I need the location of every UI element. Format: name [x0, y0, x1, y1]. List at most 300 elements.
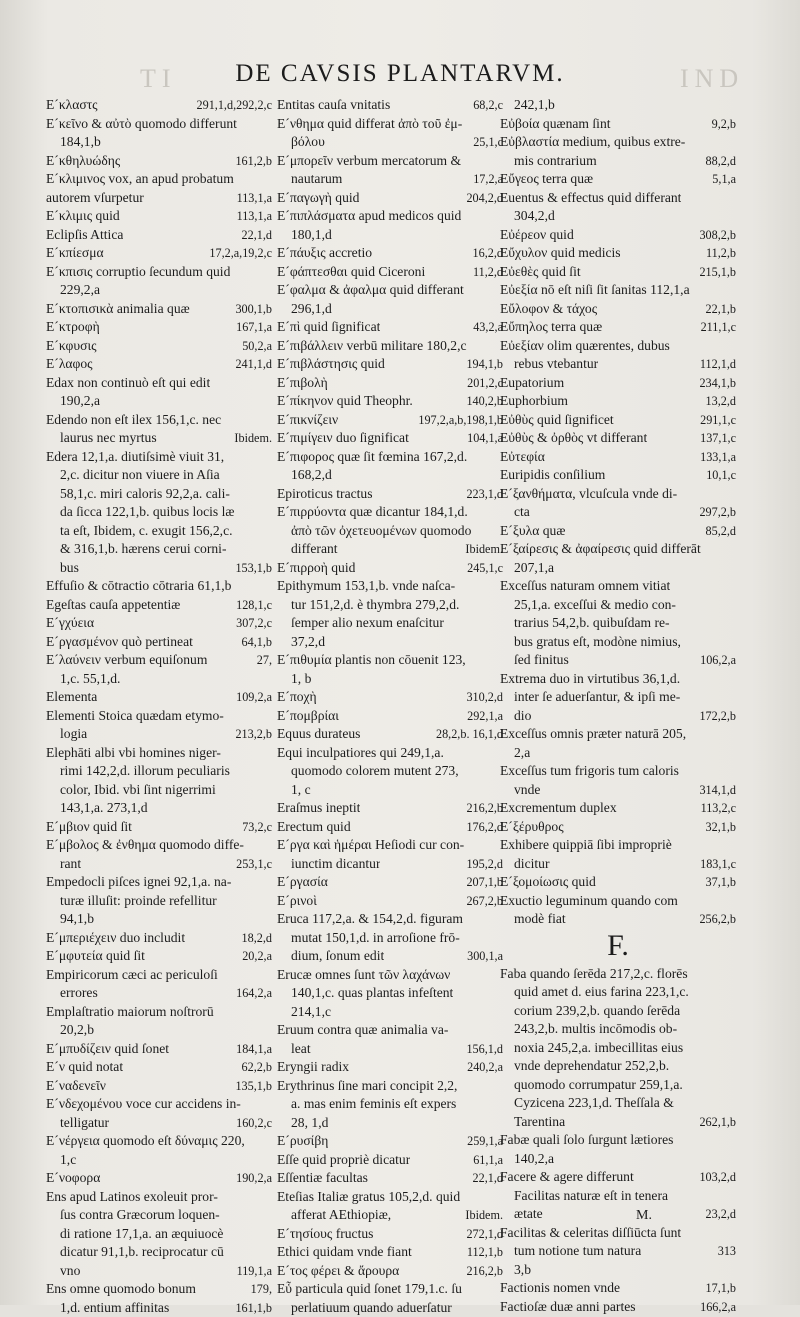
index-entry-line: [46, 836, 272, 855]
index-entry-line: [277, 929, 503, 948]
entry-text: Eὐβλαστία medium, quibus extre-: [500, 133, 685, 152]
entry-text: di ratione 17,1,a. an æquiuocè: [60, 1225, 223, 1244]
entry-text: vnde: [514, 781, 540, 800]
entry-reference: 211,1,c: [697, 318, 736, 337]
index-entry-line: [277, 688, 503, 707]
index-entry-line: [46, 688, 272, 707]
entry-reference: 215,1,b: [695, 263, 736, 282]
index-entry-line: [46, 1077, 272, 1096]
index-entry-line: [500, 651, 736, 670]
index-entry-line: [46, 725, 272, 744]
entry-text: Elephāti albi vbi homines niger-: [46, 744, 221, 763]
index-entry-line: [500, 318, 736, 337]
entry-text: rimi 142,2,d. illorum peculiaris: [60, 762, 230, 781]
entry-text: Eὐεξία nō eſt niſi ſit ſanitas 112,1,a: [500, 281, 690, 300]
entry-reference: 25,1,c: [469, 133, 503, 152]
index-entry-line: [500, 1279, 736, 1298]
index-entry-line: [500, 189, 736, 208]
index-entry-line: [277, 1058, 503, 1077]
entry-text: 37,2,d: [291, 633, 325, 652]
letter-section-heading: F.: [500, 929, 736, 965]
index-entry-line: [46, 485, 272, 504]
entry-text: errores: [60, 984, 98, 1003]
entry-reference: 272,1,d: [462, 1225, 503, 1244]
index-entry-line: [500, 374, 736, 393]
index-entry-line: [277, 966, 503, 985]
entry-text: Eὐτεφία: [500, 448, 545, 467]
entry-text: E´ργα καὶ ἡμέραι Heſiodi cur con-: [277, 836, 464, 855]
index-entry-line: [277, 411, 503, 430]
entry-text: 1,c. 55,1,d.: [60, 670, 120, 689]
entry-reference: 17,2,a,19,2,c: [205, 244, 272, 263]
entry-reference: Ibidem.: [461, 1206, 503, 1225]
entry-text: Edax non continuò eſt qui edit: [46, 374, 210, 393]
entry-text: ſed finitus: [514, 651, 569, 670]
entry-text: E´κλιμις quid: [46, 207, 120, 226]
index-entry-line: [46, 1262, 272, 1281]
index-entry-line: [277, 540, 503, 559]
entry-reference: 300,1,b: [231, 300, 272, 319]
index-entry-line: [46, 1151, 272, 1170]
entry-text: 168,2,d: [291, 466, 332, 485]
entry-text: autorem vſurpetur: [46, 189, 144, 208]
entry-text: 3,b: [514, 1261, 531, 1280]
index-entry-line: [277, 744, 503, 763]
entry-reference: 112,1,b: [463, 1243, 503, 1262]
index-entry-line: [500, 1057, 736, 1076]
index-entry-line: [277, 392, 503, 411]
index-entry-line: [46, 1058, 272, 1077]
entry-reference: 137,1,c: [696, 429, 736, 448]
entry-text: ſus contra Græcorum loquen-: [60, 1206, 220, 1225]
entry-text: Erythrinus ſine mari concipit 2,2,: [277, 1077, 457, 1096]
entry-text: E´νέργεια quomodo eſt δύναμις 220,: [46, 1132, 245, 1151]
entry-text: 2,c. dicitur non viuere in Aſia: [60, 466, 220, 485]
entry-text: afferat AEthiopiæ,: [291, 1206, 391, 1225]
index-entry-line: [46, 670, 272, 689]
index-entry-line: [46, 300, 272, 319]
entry-reference: 22,1,d: [238, 226, 272, 245]
entry-text: corium 239,2,b. quando ſerēda: [514, 1002, 680, 1021]
index-entry-line: [46, 1225, 272, 1244]
index-entry-line: [277, 707, 503, 726]
entry-text: 1,c: [60, 1151, 76, 1170]
index-entry-line: [500, 429, 736, 448]
entry-reference: 119,1,a: [233, 1262, 272, 1281]
entry-reference: 201,2,c: [463, 374, 503, 393]
signature-mark: M.: [636, 1208, 652, 1224]
entry-text: 1, c: [291, 781, 311, 800]
entry-reference: 240,2,a: [463, 1058, 503, 1077]
index-entry-line: [500, 540, 736, 559]
entry-reference: 160,2,c: [232, 1114, 272, 1133]
index-entry-line: [46, 448, 272, 467]
entry-reference: 291,1,c: [696, 411, 736, 430]
entry-text: E´πιβολὴ: [277, 374, 328, 393]
entry-text: E´φαλμα & ἀφαλμα quid differant: [277, 281, 464, 300]
entry-text: E´πιβάλλειν verbū militare 180,2,c: [277, 337, 467, 356]
index-entry-line: [500, 725, 736, 744]
index-entry-line: [46, 1280, 272, 1299]
entry-text: differant: [291, 540, 338, 559]
running-head: DE CAVSIS PLANTARVM.: [0, 60, 800, 88]
index-entry-line: [277, 1021, 503, 1040]
index-entry-line: [277, 596, 503, 615]
index-entry-line: [46, 115, 272, 134]
index-entry-line: [277, 651, 503, 670]
index-entry-line: [500, 873, 736, 892]
entry-text: E´κπισις corruptio ſecundum quid: [46, 263, 230, 282]
entry-text: 2,a: [514, 744, 530, 763]
entry-reference: 161,2,b: [231, 152, 272, 171]
index-entry-line: [277, 1095, 503, 1114]
entry-reference: 197,2,a,b,198,1,b: [414, 411, 503, 430]
entry-text: E´πιμίγειν duo ſignificat: [277, 429, 409, 448]
entry-reference: 300,1,a: [463, 947, 503, 966]
index-entry-line: [277, 374, 503, 393]
entry-reference: Ibidem.: [461, 540, 503, 559]
entry-reference: 17,1,b: [702, 1279, 736, 1298]
entry-reference: 32,1,b: [702, 818, 736, 837]
index-entry-line: [500, 559, 736, 578]
entry-text: Eraſmus ineptit: [277, 799, 360, 818]
index-entry-line: [46, 577, 272, 596]
index-entry-line: [46, 1299, 272, 1317]
index-entry-line: [277, 1280, 503, 1299]
index-entry-line: [277, 984, 503, 1003]
entry-text: color, Ibid. vbi ſint nigerrimi: [60, 781, 216, 800]
entry-reference: 106,2,a: [696, 651, 736, 670]
index-entry-line: [46, 244, 272, 263]
index-entry-line: [277, 503, 503, 522]
entry-text: Factioſæ duæ anni partes: [500, 1298, 636, 1317]
entry-text: Eὔχυλον quid medicis: [500, 244, 621, 263]
index-entry-line: [500, 1242, 736, 1261]
entry-reference: 223,1,d: [462, 485, 503, 504]
entry-reference: 135,1,b: [231, 1077, 272, 1096]
entry-reference: 234,1,b: [695, 374, 736, 393]
entry-text: dio: [514, 707, 531, 726]
entry-reference: 68,2,c: [469, 96, 503, 115]
index-entry-line: [46, 873, 272, 892]
entry-text: E´ξέρυθρος: [500, 818, 564, 837]
index-entry-line: [500, 1020, 736, 1039]
entry-text: 229,2,a: [60, 281, 100, 300]
index-entry-line: [500, 1150, 736, 1169]
entry-text: cta: [514, 503, 530, 522]
entry-text: dicitur: [514, 855, 550, 874]
entry-text: Factionis nomen vnde: [500, 1279, 620, 1298]
entry-text: telligatur: [60, 1114, 109, 1133]
index-entry-line: [46, 374, 272, 393]
entry-text: E´μφυτεία quid ſit: [46, 947, 145, 966]
index-entry-line: [46, 984, 272, 1003]
index-entry-line: [277, 263, 503, 282]
index-entry-line: [277, 577, 503, 596]
index-entry-line: [500, 744, 736, 763]
index-entry-line: [277, 522, 503, 541]
index-entry-line: [500, 596, 736, 615]
index-entry-line: [500, 965, 736, 984]
entry-reference: 307,2,c: [232, 614, 272, 633]
index-entry-line: [500, 762, 736, 781]
entry-text: 243,2,b. multis incōmodis ob-: [514, 1020, 677, 1039]
entry-text: ἀπὸ τῶν ὀχετευομένων quomodo: [291, 522, 471, 541]
index-entry-line: [46, 1243, 272, 1262]
entry-text: E´ξαίρεσις & ἀφαίρεσις quid differāt: [500, 540, 701, 559]
entry-reference: 11,2,d: [469, 263, 503, 282]
entry-text: 304,2,d: [514, 207, 555, 226]
entry-text: Euphorbium: [500, 392, 568, 411]
index-entry-line: [46, 1206, 272, 1225]
entry-text: ta eſt, Ibidem, c. exugit 156,2,c.: [60, 522, 233, 541]
entry-text: E´νθημα quid differat ἀπὸ τοῦ ἐμ-: [277, 115, 462, 134]
entry-text: E´πομβρίαι: [277, 707, 339, 726]
index-entry-line: [500, 485, 736, 504]
entry-text: da ſicca 122,1,b. quibus locis læ: [60, 503, 234, 522]
entry-text: 20,2,b: [60, 1021, 94, 1040]
entry-reference: 104,1,a: [463, 429, 503, 448]
entry-reference: 166,2,a: [696, 1298, 736, 1317]
entry-reference: 5,1,a: [708, 170, 736, 189]
entry-text: Eryngii radix: [277, 1058, 349, 1077]
index-entry-line: [500, 1224, 736, 1243]
entry-text: Eὐθὺς & ὀρθὸς vt differant: [500, 429, 647, 448]
entry-text: 140,1,c. quas plantas infeſtent: [291, 984, 453, 1003]
entry-text: E´πιθυμία plantis non cōuenit 123,: [277, 651, 466, 670]
index-entry-line: [500, 1113, 736, 1132]
entry-reference: 167,1,a: [232, 318, 272, 337]
index-entry-line: [500, 1298, 736, 1317]
entry-reference: 184,1,a: [232, 1040, 272, 1059]
entry-text: E´πιρροὴ quid: [277, 559, 355, 578]
entry-text: Elementa: [46, 688, 97, 707]
entry-text: Edera 12,1,a. diutiſsimè viuit 31,: [46, 448, 224, 467]
entry-text: E´πίκηνον quid Theophr.: [277, 392, 413, 411]
index-entry-line: [277, 133, 503, 152]
entry-text: 214,1,c: [291, 1003, 331, 1022]
index-entry-line: [500, 522, 736, 541]
entry-text: E´τησίους fructus: [277, 1225, 373, 1244]
entry-text: E´φάπτεσθαι quid Ciceroni: [277, 263, 425, 282]
bleed-through-text-left: TI: [140, 64, 177, 94]
entry-reference: 207,1,b: [462, 873, 503, 892]
entry-text: Exceſſus naturam omnem vitiat: [500, 577, 670, 596]
entry-reference: 23,2,d: [702, 1205, 736, 1224]
index-entry-line: [500, 300, 736, 319]
entry-text: E´μπεριέχειν duo includit: [46, 929, 185, 948]
entry-text: vnde deprehendatur 252,2,b.: [514, 1057, 669, 1076]
index-entry-line: [277, 96, 503, 115]
entry-reference: 259,1,a: [463, 1132, 503, 1151]
index-entry-line: [277, 1003, 503, 1022]
entry-reference: 64,1,b: [238, 633, 272, 652]
entry-text: quomodo corrumpatur 259,1,a.: [514, 1076, 683, 1095]
index-entry-line: [277, 725, 503, 744]
entry-reference: 112,1,d: [696, 355, 736, 374]
entry-text: 28, 1,d: [291, 1114, 328, 1133]
entry-text: E´παγωγὴ quid: [277, 189, 359, 208]
entry-text: Ethici quidam vnde fiant: [277, 1243, 412, 1262]
index-entry-line: [500, 411, 736, 430]
entry-reference: 153,1,b: [231, 559, 272, 578]
index-entry-line: [500, 818, 736, 837]
index-entry-line: [46, 411, 272, 430]
index-entry-line: [46, 429, 272, 448]
entry-reference: 11,2,b: [702, 244, 736, 263]
entry-text: E´μβολος & ἐνθημα quomodo diffe-: [46, 836, 244, 855]
index-entry-line: [277, 115, 503, 134]
entry-reference: 256,2,b: [695, 910, 736, 929]
entry-reference: 213,2,b: [231, 725, 272, 744]
index-entry-line: [277, 1169, 503, 1188]
entry-reference: 314,1,d: [695, 781, 736, 800]
entry-text: Equus durateus: [277, 725, 360, 744]
entry-reference: 37,1,b: [702, 873, 736, 892]
entry-text: a. mas enim feminis eſt expers: [291, 1095, 456, 1114]
entry-text: tur 151,2,d. è thymbra 279,2,d.: [291, 596, 459, 615]
index-entry-line: [277, 1132, 503, 1151]
index-entry-line: [46, 947, 272, 966]
index-entry-line: [277, 429, 503, 448]
entry-text: 184,1,b: [60, 133, 101, 152]
entry-text: Epithymum 153,1,b. vnde naſca-: [277, 577, 455, 596]
index-entry-line: [277, 670, 503, 689]
entry-reference: 73,2,c: [238, 818, 272, 837]
index-entry-line: [46, 1132, 272, 1151]
entry-reference: 241,1,d: [231, 355, 272, 374]
index-entry-line: [46, 189, 272, 208]
entry-text: Eteſias Italiæ gratus 105,2,d. quid: [277, 1188, 460, 1207]
entry-reference: 156,1,d: [462, 1040, 503, 1059]
entry-text: bus gratus eſt, modòne nimius,: [514, 633, 681, 652]
index-entry-line: [500, 1039, 736, 1058]
entry-reference: 253,1,c: [232, 855, 272, 874]
entry-text: ætate: [514, 1205, 543, 1224]
entry-text: 190,2,a: [60, 392, 100, 411]
entry-text: Faba quando ſerēda 217,2,c. florēs: [500, 965, 688, 984]
entry-reference: 22,1,d: [469, 1169, 503, 1188]
index-entry-line: [46, 170, 272, 189]
index-entry-line: [500, 577, 736, 596]
entry-text: E´νοφορα: [46, 1169, 100, 1188]
entry-text: Facere & agere differunt: [500, 1168, 634, 1187]
index-entry-line: [500, 614, 736, 633]
index-entry-line: [500, 910, 736, 929]
index-entry-line: [277, 818, 503, 837]
index-entry-line: [46, 522, 272, 541]
entry-reference: 16,2,d: [469, 244, 503, 263]
entry-text: E´γχύεια: [46, 614, 94, 633]
entry-text: inter ſe aduerſantur, & ipſi me-: [514, 688, 680, 707]
entry-text: E´ργασία: [277, 873, 328, 892]
entry-text: turæ illuſit: proinde refellitur: [60, 892, 217, 911]
entry-reference: 13,2,d: [702, 392, 736, 411]
entry-reference: 176,2,d: [462, 818, 503, 837]
entry-text: trarius 54,2,b. quibuſdam re-: [514, 614, 670, 633]
index-entry-line: [277, 1225, 503, 1244]
entry-text: E´ρυσίβη: [277, 1132, 328, 1151]
index-entry-line: [277, 318, 503, 337]
entry-reference: 204,2,d: [462, 189, 503, 208]
entry-text: Exuctio leguminum quando com: [500, 892, 678, 911]
index-entry-line: [500, 1131, 736, 1150]
entry-text: Eſſe quid propriè dicatur: [277, 1151, 410, 1170]
index-entry-line: [46, 633, 272, 652]
entry-text: E´ρινοὶ: [277, 892, 317, 911]
entry-text: Facilitas & celeritas diſſiūcta ſunt: [500, 1224, 681, 1243]
entry-text: E´ν quid notat: [46, 1058, 123, 1077]
entry-text: quomodo colorem mutent 273,: [291, 762, 459, 781]
entry-text: E´κφυσις: [46, 337, 97, 356]
entry-text: perlatiuum quando aduerſatur: [291, 1299, 452, 1317]
index-entry-line: [277, 614, 503, 633]
entry-reference: 20,2,a: [238, 947, 272, 966]
entry-reference: 310,2,d: [462, 688, 503, 707]
index-entry-line: [500, 115, 736, 134]
index-entry-line: [500, 799, 736, 818]
entry-text: E´κπίεσμα: [46, 244, 104, 263]
entry-text: Empiricorum cæci ac periculoſi: [46, 966, 218, 985]
index-entry-line: [46, 892, 272, 911]
index-entry-line: [277, 207, 503, 226]
entry-text: Euripidis conſilium: [500, 466, 605, 485]
entry-text: E´πὶ quid ſignificat: [277, 318, 380, 337]
entry-text: Empedocli piſces ignei 92,1,a. na-: [46, 873, 231, 892]
index-entry-line: [500, 337, 736, 356]
entry-reference: 194,1,b: [462, 355, 503, 374]
entry-text: Euentus & effectus quid differant: [500, 189, 681, 208]
entry-text: tum notione tum natura: [514, 1242, 641, 1261]
index-entry-line: [277, 170, 503, 189]
index-entry-line: [46, 1040, 272, 1059]
entry-reference: 17,2,a: [469, 170, 503, 189]
index-entry-line: [500, 1205, 736, 1224]
entry-text: Eupatorium: [500, 374, 564, 393]
index-entry-line: [46, 133, 272, 152]
entry-text: Tarentina: [514, 1113, 565, 1132]
entry-text: Fabæ quali ſolo ſurgunt lætiores: [500, 1131, 673, 1150]
entry-reference: 216,2,b: [462, 1262, 503, 1281]
index-entry-line: [46, 781, 272, 800]
entry-text: Elementi Stoica quædam etymo-: [46, 707, 224, 726]
entry-text: E´κλαστς: [46, 96, 98, 115]
entry-text: E´πιβλάστησις quid: [277, 355, 385, 374]
entry-reference: 113,1,a: [233, 189, 272, 208]
index-entry-line: [500, 1094, 736, 1113]
entry-text: Eὐθὺς quid ſignificet: [500, 411, 614, 430]
index-entry-line: [277, 300, 503, 319]
entry-text: Egeſtas cauſa appetentiæ: [46, 596, 180, 615]
index-entry-line: [277, 448, 503, 467]
entry-text: Erectum quid: [277, 818, 351, 837]
entry-text: iunctim dicantur: [291, 855, 380, 874]
index-entry-line: [46, 855, 272, 874]
entry-text: Equi inculpatiores qui 249,1,a.: [277, 744, 444, 763]
index-entry-line: [500, 281, 736, 300]
entry-reference: 195,2,d: [462, 855, 503, 874]
entry-text: rebus vtebantur: [514, 355, 598, 374]
index-entry-line: [500, 633, 736, 652]
index-entry-line: [277, 1299, 503, 1317]
index-entry-line: [277, 633, 503, 652]
index-entry-line: [500, 688, 736, 707]
entry-reference: 183,1,c: [696, 855, 736, 874]
entry-reference: 113,2,c: [697, 799, 736, 818]
entry-text: Eclipſis Attica: [46, 226, 123, 245]
entry-text: noxia 245,2,a. imbecillitas eius: [514, 1039, 683, 1058]
entry-text: Extrema duo in virtutibus 36,1,d.: [500, 670, 680, 689]
